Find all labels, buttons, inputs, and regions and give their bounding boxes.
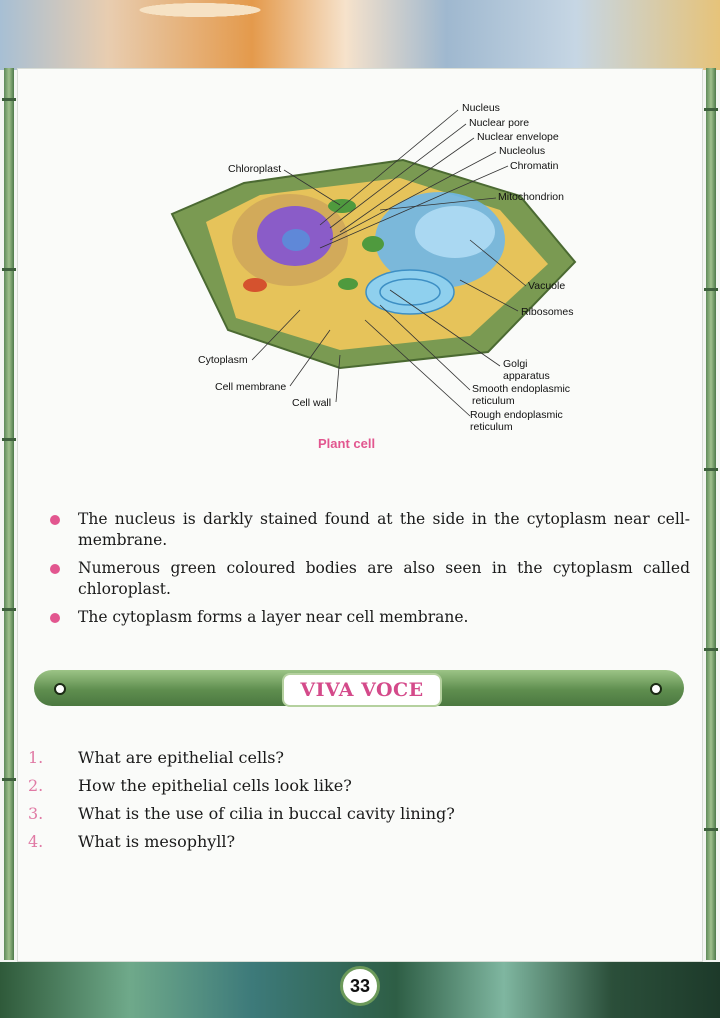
bullet-icon [48,611,62,625]
ring-icon [650,683,662,695]
question-number: 2. [28,776,44,795]
question-text: What is mesophyll? [78,832,236,851]
label-cell-wall: Cell wall [292,397,332,409]
label-smooth-er-2: reticulum [472,395,515,407]
label-ribosomes: Ribosomes [521,306,574,318]
label-golgi: Golgi [503,358,528,370]
label-nuclear-pore: Nuclear pore [469,117,530,129]
plant-cell-diagram [0,0,720,460]
question-number: 1. [28,748,44,767]
label-cell-membrane: Cell membrane [215,381,287,393]
question-text: What is the use of cilia in buccal cavity lining? [78,804,455,823]
label-nucleus: Nucleus [462,102,500,114]
diagram-caption: Plant cell [318,436,376,451]
question-text: How the epithelial cells look like? [78,776,352,795]
label-mitochondrion: Mitochondrion [498,191,564,203]
label-rough-er-2: reticulum [470,421,513,433]
label-nucleolus: Nucleolus [499,145,546,157]
label-nuclear-envelope: Nuclear envelope [477,131,559,143]
ring-icon [54,683,66,695]
question-number: 3. [28,804,44,823]
label-chloroplast: Chloroplast [228,163,282,175]
label-smooth-er: Smooth endoplasmic [472,383,571,395]
label-rough-er: Rough endoplasmic [470,409,563,421]
bullet-icon [48,513,62,527]
label-cytoplasm: Cytoplasm [198,354,248,366]
point-3: The cytoplasm forms a layer near cell membrane. [78,608,469,626]
point-1: The nucleus is darkly stained found at the side in the cytoplasm near cell-membrane. [78,510,690,549]
question-number: 4. [28,832,44,851]
label-chromatin: Chromatin [510,160,559,172]
question-text: What are epithelial cells? [78,748,285,767]
point-2: Numerous green coloured bodies are also seen in the cytoplasm called chloroplast. [78,559,690,598]
viva-voce-title: VIVA VOCE [282,673,442,707]
page-number: 33 [340,966,380,1006]
bullet-icon [48,562,62,576]
label-vacuole: Vacuole [528,280,566,292]
label-golgi-apparatus: apparatus [503,370,550,382]
